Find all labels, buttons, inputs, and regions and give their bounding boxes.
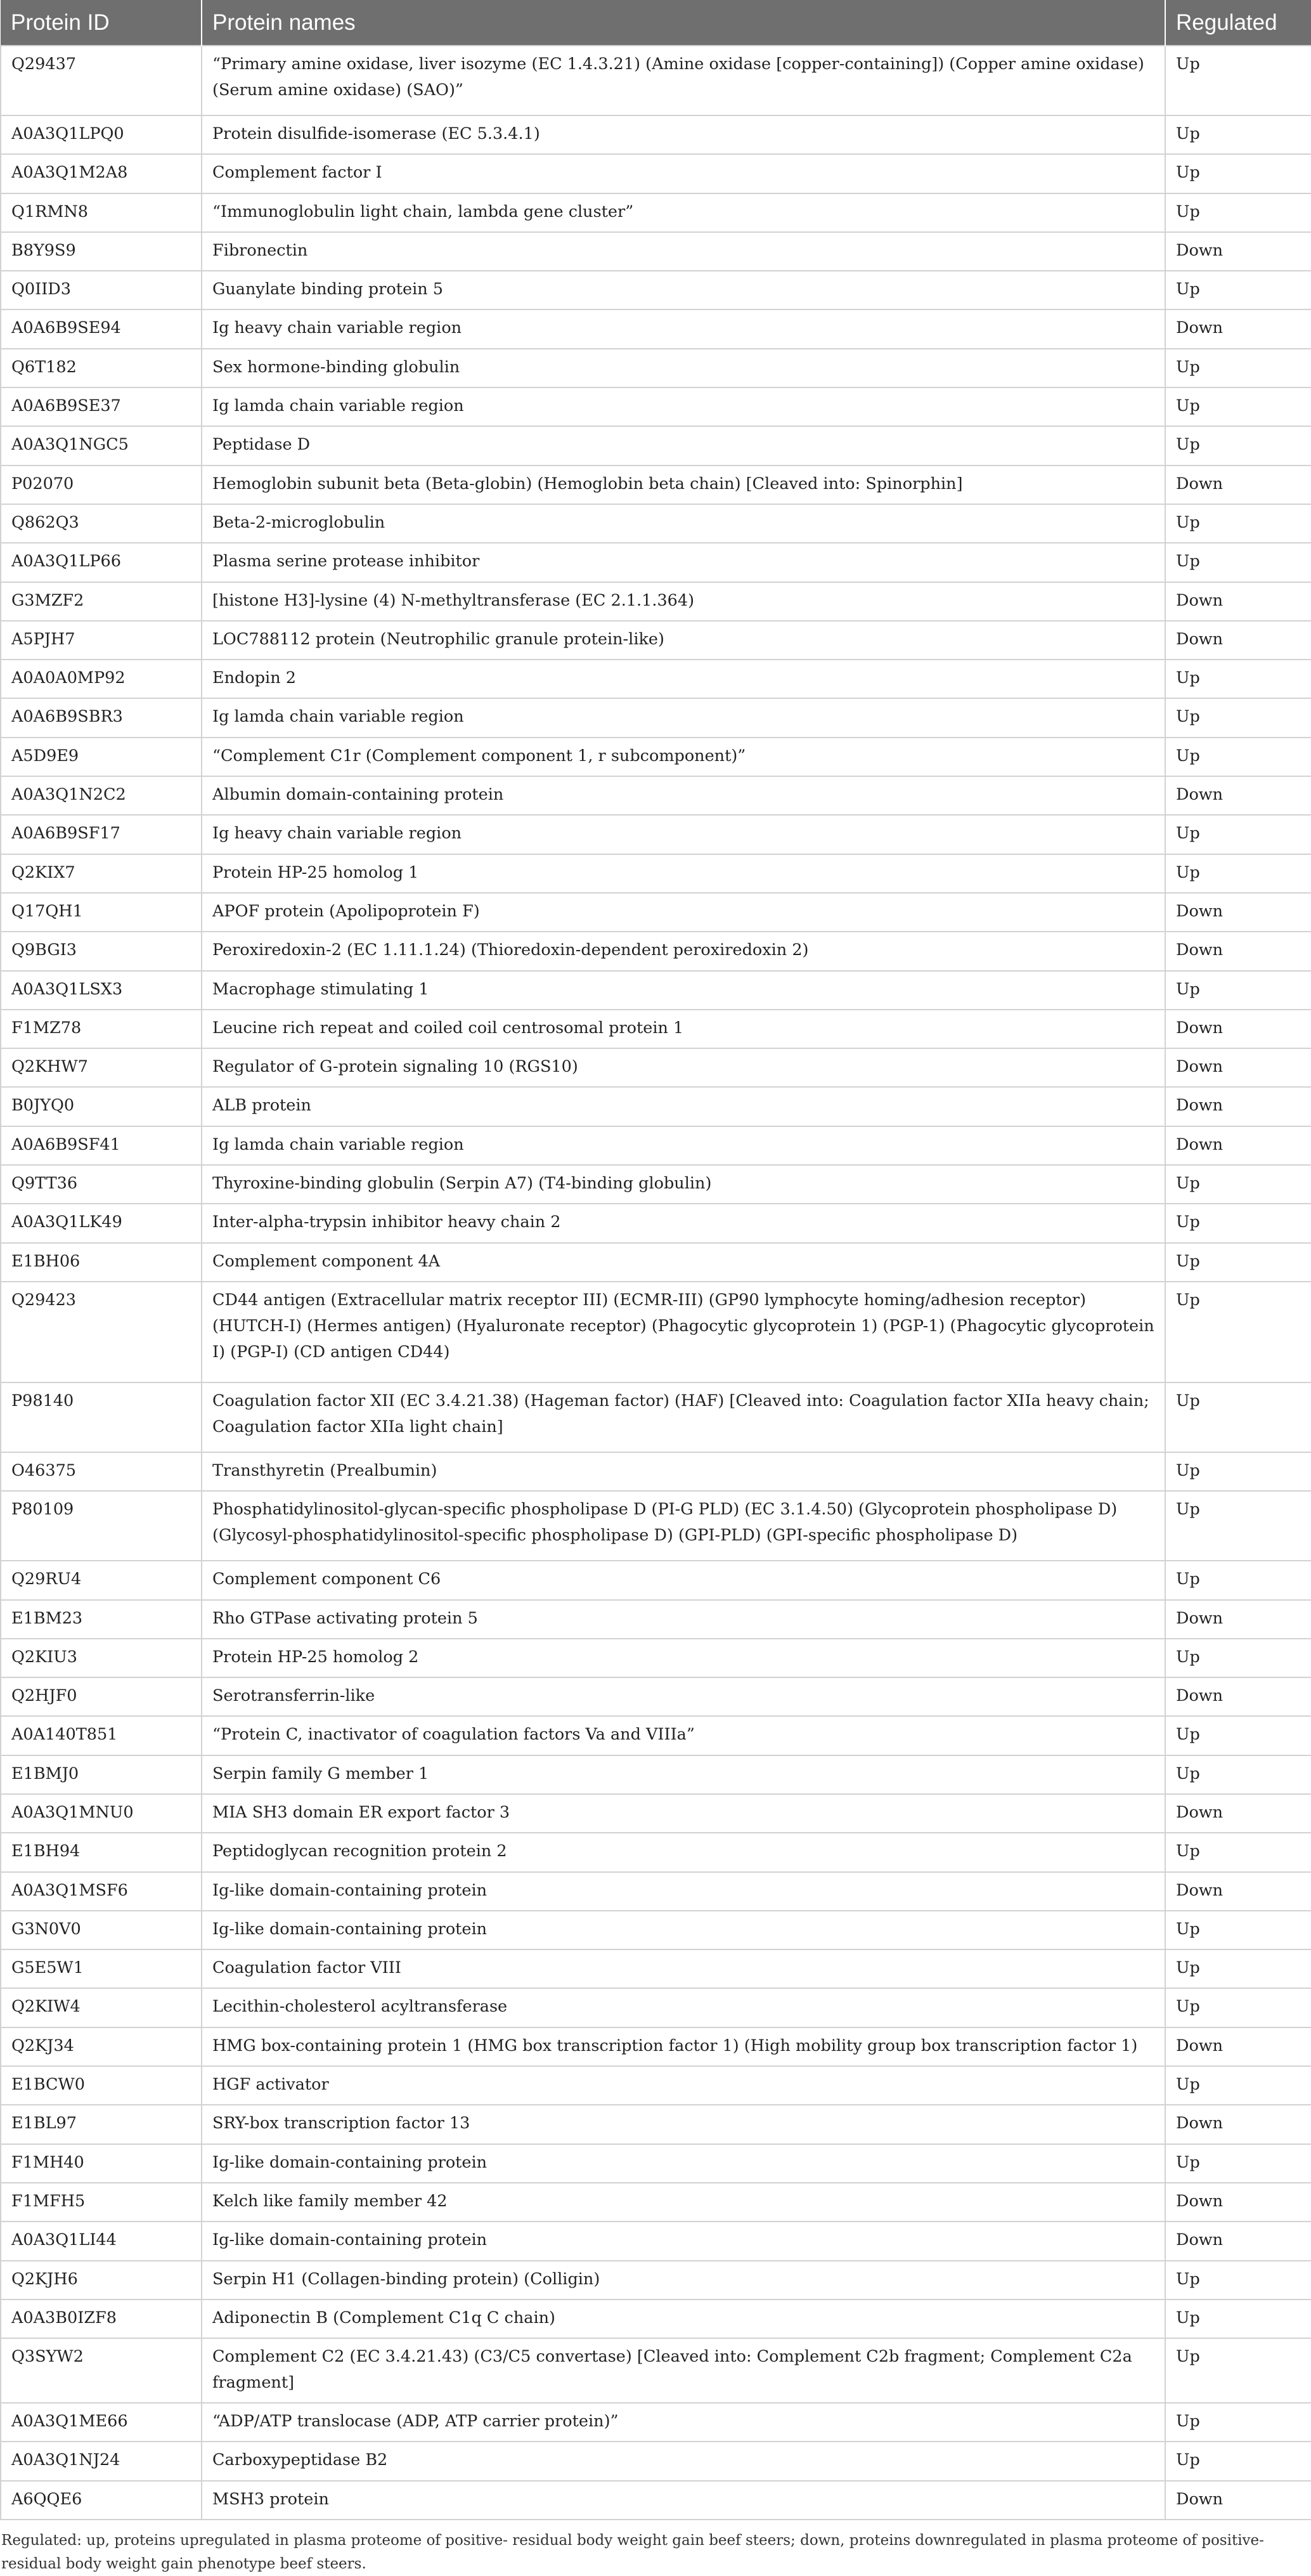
protein-name-cell: Protein HP-25 homolog 1 <box>202 854 1165 893</box>
regulated-cell: Down <box>1165 893 1311 932</box>
protein-name-cell: Ig-like domain-containing protein <box>202 2144 1165 2183</box>
regulated-cell: Up <box>1165 1204 1311 1242</box>
table-row <box>1 660 1311 698</box>
protein-id-cell: A0A0A0MP92 <box>1 660 202 698</box>
table-row <box>1 582 1311 621</box>
regulated-cell: Down <box>1165 1048 1311 1087</box>
protein-id-cell: G3MZF2 <box>1 582 202 621</box>
table-row <box>1 2403 1311 2442</box>
protein-name-cell: Adiponectin B (Complement C1q C chain) <box>202 2300 1165 2338</box>
protein-id-cell: E1BL97 <box>1 2105 202 2143</box>
table-row <box>1 1988 1311 2027</box>
table-row <box>1 1833 1311 1871</box>
table-row <box>1 543 1311 582</box>
regulated-cell: Up <box>1165 971 1311 1010</box>
table-row <box>1 1491 1311 1561</box>
protein-name-cell: Serpin H1 (Collagen-binding protein) (Colligin) <box>202 2261 1165 2300</box>
protein-id-cell: E1BCW0 <box>1 2066 202 2105</box>
table-row <box>1 2105 1311 2143</box>
protein-name-cell: SRY-box transcription factor 13 <box>202 2105 1165 2143</box>
regulated-cell: Down <box>1165 1794 1311 1833</box>
regulated-cell: Down <box>1165 1600 1311 1639</box>
regulated-cell: Up <box>1165 46 1311 115</box>
regulated-cell: Up <box>1165 271 1311 309</box>
regulated-cell: Up <box>1165 2403 1311 2442</box>
protein-id-cell: Q0IID3 <box>1 271 202 309</box>
table-row <box>1 1243 1311 1282</box>
protein-id-cell: Q862Q3 <box>1 504 202 543</box>
regulated-cell: Up <box>1165 1243 1311 1282</box>
table-row <box>1 621 1311 660</box>
regulated-cell: Up <box>1165 2338 1311 2403</box>
regulated-cell: Down <box>1165 465 1311 504</box>
protein-id-cell: Q9TT36 <box>1 1165 202 1204</box>
table-row <box>1 1872 1311 1911</box>
header-regulated: Regulated <box>1165 0 1311 46</box>
protein-name-cell: Inter-alpha-trypsin inhibitor heavy chain 2 <box>202 1204 1165 1242</box>
regulated-cell: Up <box>1165 1833 1311 1871</box>
protein-name-cell: Kelch like family member 42 <box>202 2183 1165 2221</box>
protein-id-cell: A0A6B9SF41 <box>1 1126 202 1165</box>
protein-name-cell: [histone H3]-lysine (4) N-methyltransferase (EC 2.1.1.364) <box>202 582 1165 621</box>
table-row <box>1 1949 1311 1988</box>
protein-id-cell: A0A3Q1LP66 <box>1 543 202 582</box>
protein-id-cell: A0A3Q1MSF6 <box>1 1872 202 1911</box>
protein-name-cell: Guanylate binding protein 5 <box>202 271 1165 309</box>
table-row <box>1 2066 1311 2105</box>
table-row <box>1 2442 1311 2480</box>
protein-name-cell: “ADP/ATP translocase (ADP, ATP carrier protein)” <box>202 2403 1165 2442</box>
header-protein-names: Protein names <box>202 0 1165 46</box>
protein-id-cell: A6QQE6 <box>1 2481 202 2520</box>
protein-name-cell: Sex hormone-binding globulin <box>202 349 1165 387</box>
protein-id-cell: Q2KJH6 <box>1 2261 202 2300</box>
table-row <box>1 815 1311 854</box>
table-row <box>1 426 1311 465</box>
protein-name-cell: Ig lamda chain variable region <box>202 387 1165 426</box>
regulated-cell: Down <box>1165 1010 1311 1048</box>
protein-name-cell: Protein HP-25 homolog 2 <box>202 1639 1165 1677</box>
table-row <box>1 1126 1311 1165</box>
header-protein-id: Protein ID <box>1 0 202 46</box>
regulated-cell: Up <box>1165 660 1311 698</box>
regulated-cell: Up <box>1165 738 1311 776</box>
protein-id-cell: Q29437 <box>1 46 202 115</box>
table-row <box>1 349 1311 387</box>
protein-id-cell: A0A6B9SBR3 <box>1 698 202 737</box>
protein-id-cell: Q2KIU3 <box>1 1639 202 1677</box>
protein-name-cell: Rho GTPase activating protein 5 <box>202 1600 1165 1639</box>
table-row <box>1 1204 1311 1242</box>
regulated-cell: Up <box>1165 1639 1311 1677</box>
table-row <box>1 115 1311 154</box>
table-row <box>1 1755 1311 1794</box>
header-row <box>1 0 1311 46</box>
table-row <box>1 1165 1311 1204</box>
table-row <box>1 1010 1311 1048</box>
table-row <box>1 1716 1311 1755</box>
protein-name-cell: ALB protein <box>202 1087 1165 1126</box>
protein-name-cell: Peptidoglycan recognition protein 2 <box>202 1833 1165 1871</box>
table-row <box>1 1087 1311 1126</box>
regulated-cell: Down <box>1165 309 1311 348</box>
regulated-cell: Down <box>1165 232 1311 271</box>
protein-id-cell: A0A6B9SE94 <box>1 309 202 348</box>
protein-id-cell: Q2KIX7 <box>1 854 202 893</box>
table-row <box>1 1639 1311 1677</box>
protein-name-cell: Phosphatidylinositol-glycan-specific phospholipase D (PI-G PLD) (EC 3.1.4.50) (Glycoprotein phospholipase D) (Glycosyl-phosphatidylinositol-specific phospholipase D) (GPI-PLD) (GPI-specific phospholipase D) <box>202 1491 1165 1561</box>
table-row <box>1 2144 1311 2183</box>
table-row <box>1 738 1311 776</box>
regulated-cell: Up <box>1165 387 1311 426</box>
regulated-cell: Up <box>1165 1382 1311 1452</box>
table-row <box>1 465 1311 504</box>
regulated-cell: Down <box>1165 932 1311 970</box>
regulated-cell: Up <box>1165 2144 1311 2183</box>
regulated-cell: Down <box>1165 1126 1311 1165</box>
regulated-cell: Up <box>1165 854 1311 893</box>
regulated-cell: Up <box>1165 815 1311 854</box>
regulated-cell: Up <box>1165 1165 1311 1204</box>
regulated-cell: Down <box>1165 2105 1311 2143</box>
protein-name-cell: Complement component 4A <box>202 1243 1165 1282</box>
table-row <box>1 1382 1311 1452</box>
protein-name-cell: Beta-2-microglobulin <box>202 504 1165 543</box>
table-footnote: Regulated: up, proteins upregulated in plasma proteome of positive- residual body weight gain beef steers; down, proteins downregulated in plasma proteome of positive- residual body weight gain phenotype beef steers. <box>1 2532 1264 2573</box>
protein-id-cell: A0A3Q1LI44 <box>1 2221 202 2260</box>
protein-id-cell: Q3SYW2 <box>1 2338 202 2403</box>
protein-name-cell: Complement component C6 <box>202 1561 1165 1599</box>
regulated-cell: Up <box>1165 154 1311 193</box>
regulated-cell: Down <box>1165 2221 1311 2260</box>
protein-id-cell: Q17QH1 <box>1 893 202 932</box>
table-row <box>1 2027 1311 2066</box>
protein-id-cell: A0A3Q1MNU0 <box>1 1794 202 1833</box>
table-row <box>1 232 1311 271</box>
table-row <box>1 2338 1311 2403</box>
protein-name-cell: Lecithin-cholesterol acyltransferase <box>202 1988 1165 2027</box>
protein-id-cell: E1BH94 <box>1 1833 202 1871</box>
protein-id-cell: A0A3Q1N2C2 <box>1 776 202 815</box>
protein-id-cell: A0A3Q1NJ24 <box>1 2442 202 2480</box>
table-row <box>1 698 1311 737</box>
regulated-cell: Down <box>1165 621 1311 660</box>
table-row <box>1 2481 1311 2520</box>
regulated-cell: Up <box>1165 543 1311 582</box>
protein-name-cell: Ig heavy chain variable region <box>202 815 1165 854</box>
protein-name-cell: Protein disulfide-isomerase (EC 5.3.4.1) <box>202 115 1165 154</box>
protein-id-cell: Q2KIW4 <box>1 1988 202 2027</box>
protein-name-cell: Carboxypeptidase B2 <box>202 2442 1165 2480</box>
protein-id-cell: F1MZ78 <box>1 1010 202 1048</box>
protein-id-cell: P80109 <box>1 1491 202 1561</box>
protein-id-cell: A0A3Q1M2A8 <box>1 154 202 193</box>
regulated-cell: Down <box>1165 582 1311 621</box>
protein-name-cell: Peptidase D <box>202 426 1165 465</box>
protein-id-cell: A0A3Q1NGC5 <box>1 426 202 465</box>
regulated-cell: Up <box>1165 504 1311 543</box>
protein-name-cell: Ig-like domain-containing protein <box>202 1911 1165 1949</box>
table-row <box>1 1282 1311 1382</box>
table-row <box>1 2221 1311 2260</box>
table-body <box>1 46 1311 2520</box>
protein-name-cell: Ig lamda chain variable region <box>202 698 1165 737</box>
protein-id-cell: G3N0V0 <box>1 1911 202 1949</box>
protein-name-cell: Serotransferrin-like <box>202 1677 1165 1716</box>
protein-id-cell: A0A6B9SE37 <box>1 387 202 426</box>
protein-id-cell: Q2KJ34 <box>1 2027 202 2066</box>
table-row <box>1 309 1311 348</box>
protein-id-cell: O46375 <box>1 1452 202 1491</box>
regulated-cell: Up <box>1165 349 1311 387</box>
table-row <box>1 271 1311 309</box>
regulated-cell: Down <box>1165 776 1311 815</box>
table-row <box>1 1452 1311 1491</box>
protein-name-cell: Serpin family G member 1 <box>202 1755 1165 1794</box>
table-row <box>1 154 1311 193</box>
protein-id-cell: Q29423 <box>1 1282 202 1382</box>
table-row <box>1 1600 1311 1639</box>
regulated-cell: Up <box>1165 1716 1311 1755</box>
regulated-cell: Up <box>1165 2300 1311 2338</box>
protein-name-cell: MSH3 protein <box>202 2481 1165 2520</box>
protein-id-cell: A0A3Q1LK49 <box>1 1204 202 1242</box>
regulated-cell: Up <box>1165 1949 1311 1988</box>
regulated-cell: Up <box>1165 1911 1311 1949</box>
regulated-cell: Up <box>1165 1755 1311 1794</box>
regulated-cell: Up <box>1165 193 1311 232</box>
protein-id-cell: E1BMJ0 <box>1 1755 202 1794</box>
protein-name-cell: CD44 antigen (Extracellular matrix receptor III) (ECMR-III) (GP90 lymphocyte homing/adhesion receptor) (HUTCH-I) (Hermes antigen) (Hyaluronate receptor) (Phagocytic glycoprotein 1) (PGP-1) (Phagocytic glycoprotein I) (PGP-I) (CD antigen CD44) <box>202 1282 1165 1382</box>
protein-name-cell: Thyroxine-binding globulin (Serpin A7) (T4-binding globulin) <box>202 1165 1165 1204</box>
table-row <box>1 193 1311 232</box>
table-row <box>1 854 1311 893</box>
table-row <box>1 2183 1311 2221</box>
table-header <box>1 0 1311 46</box>
table-row <box>1 46 1311 115</box>
protein-id-cell: E1BH06 <box>1 1243 202 1282</box>
regulated-cell: Up <box>1165 1452 1311 1491</box>
protein-id-cell: P02070 <box>1 465 202 504</box>
protein-id-cell: A0A3B0IZF8 <box>1 2300 202 2338</box>
table-row <box>1 387 1311 426</box>
protein-name-cell: Transthyretin (Prealbumin) <box>202 1452 1165 1491</box>
regulated-cell: Down <box>1165 1872 1311 1911</box>
protein-id-cell: Q1RMN8 <box>1 193 202 232</box>
regulated-cell: Down <box>1165 2027 1311 2066</box>
regulated-cell: Up <box>1165 2442 1311 2480</box>
protein-name-cell: “Primary amine oxidase, liver isozyme (EC 1.4.3.21) (Amine oxidase [copper-containing]) (Copper amine oxidase) (Serum amine oxidase) (SAO)” <box>202 46 1165 115</box>
protein-name-cell: Macrophage stimulating 1 <box>202 971 1165 1010</box>
protein-id-cell: A0A140T851 <box>1 1716 202 1755</box>
protein-name-cell: Leucine rich repeat and coiled coil centrosomal protein 1 <box>202 1010 1165 1048</box>
regulated-cell: Up <box>1165 1282 1311 1382</box>
protein-name-cell: HMG box-containing protein 1 (HMG box transcription factor 1) (High mobility group box transcription factor 1) <box>202 2027 1165 2066</box>
table-row <box>1 504 1311 543</box>
table-row <box>1 1561 1311 1599</box>
regulated-cell: Down <box>1165 2183 1311 2221</box>
protein-name-cell: Plasma serine protease inhibitor <box>202 543 1165 582</box>
protein-name-cell: HGF activator <box>202 2066 1165 2105</box>
table-row <box>1 1677 1311 1716</box>
protein-id-cell: E1BM23 <box>1 1600 202 1639</box>
protein-name-cell: Ig-like domain-containing protein <box>202 1872 1165 1911</box>
regulated-cell: Down <box>1165 2481 1311 2520</box>
protein-id-cell: F1MH40 <box>1 2144 202 2183</box>
regulated-cell: Up <box>1165 1988 1311 2027</box>
protein-name-cell: Albumin domain-containing protein <box>202 776 1165 815</box>
protein-id-cell: Q2HJF0 <box>1 1677 202 1716</box>
protein-name-cell: Fibronectin <box>202 232 1165 271</box>
protein-name-cell: Coagulation factor XII (EC 3.4.21.38) (Hageman factor) (HAF) [Cleaved into: Coagulation factor XIIa heavy chain; Coagulation factor XIIa light chain] <box>202 1382 1165 1452</box>
protein-name-cell: Complement C2 (EC 3.4.21.43) (C3/C5 convertase) [Cleaved into: Complement C2b fragment; Complement C2a fragment] <box>202 2338 1165 2403</box>
protein-id-cell: P98140 <box>1 1382 202 1452</box>
protein-name-cell: “Complement C1r (Complement component 1, r subcomponent)” <box>202 738 1165 776</box>
protein-id-cell: A0A6B9SF17 <box>1 815 202 854</box>
regulated-cell: Up <box>1165 115 1311 154</box>
protein-id-cell: A5D9E9 <box>1 738 202 776</box>
protein-name-cell: Peroxiredoxin-2 (EC 1.11.1.24) (Thioredoxin-dependent peroxiredoxin 2) <box>202 932 1165 970</box>
protein-name-cell: Ig-like domain-containing protein <box>202 2221 1165 2260</box>
protein-id-cell: A5PJH7 <box>1 621 202 660</box>
protein-id-cell: G5E5W1 <box>1 1949 202 1988</box>
regulated-cell: Up <box>1165 1561 1311 1599</box>
regulated-cell: Up <box>1165 698 1311 737</box>
protein-name-cell: LOC788112 protein (Neutrophilic granule protein-like) <box>202 621 1165 660</box>
table-row <box>1 893 1311 932</box>
protein-id-cell: A0A3Q1LPQ0 <box>1 115 202 154</box>
protein-name-cell: Hemoglobin subunit beta (Beta-globin) (Hemoglobin beta chain) [Cleaved into: Spinorphin] <box>202 465 1165 504</box>
regulated-cell: Up <box>1165 2261 1311 2300</box>
protein-name-cell: “Immunoglobulin light chain, lambda gene cluster” <box>202 193 1165 232</box>
regulated-cell: Down <box>1165 1677 1311 1716</box>
protein-name-cell: Regulator of G-protein signaling 10 (RGS10) <box>202 1048 1165 1087</box>
protein-id-cell: A0A3Q1ME66 <box>1 2403 202 2442</box>
table-row <box>1 1911 1311 1949</box>
protein-name-cell: MIA SH3 domain ER export factor 3 <box>202 1794 1165 1833</box>
table-row <box>1 1048 1311 1087</box>
regulated-cell: Up <box>1165 426 1311 465</box>
protein-id-cell: Q9BGI3 <box>1 932 202 970</box>
protein-name-cell: APOF protein (Apolipoprotein F) <box>202 893 1165 932</box>
protein-name-cell: Coagulation factor VIII <box>202 1949 1165 1988</box>
regulated-cell: Down <box>1165 1087 1311 1126</box>
table-row <box>1 971 1311 1010</box>
table-row <box>1 1794 1311 1833</box>
protein-name-cell: “Protein C, inactivator of coagulation factors Va and VIIIa” <box>202 1716 1165 1755</box>
protein-id-cell: B0JYQ0 <box>1 1087 202 1126</box>
protein-id-cell: Q2KHW7 <box>1 1048 202 1087</box>
protein-name-cell: Ig heavy chain variable region <box>202 309 1165 348</box>
protein-name-cell: Endopin 2 <box>202 660 1165 698</box>
table-row <box>1 776 1311 815</box>
table-row <box>1 2300 1311 2338</box>
protein-id-cell: B8Y9S9 <box>1 232 202 271</box>
protein-id-cell: A0A3Q1LSX3 <box>1 971 202 1010</box>
protein-id-cell: F1MFH5 <box>1 2183 202 2221</box>
protein-id-cell: Q6T182 <box>1 349 202 387</box>
protein-name-cell: Complement factor I <box>202 154 1165 193</box>
regulated-cell: Up <box>1165 1491 1311 1561</box>
protein-id-cell: Q29RU4 <box>1 1561 202 1599</box>
table-row <box>1 932 1311 970</box>
regulated-cell: Up <box>1165 2066 1311 2105</box>
table-row <box>1 2261 1311 2300</box>
protein-name-cell: Ig lamda chain variable region <box>202 1126 1165 1165</box>
